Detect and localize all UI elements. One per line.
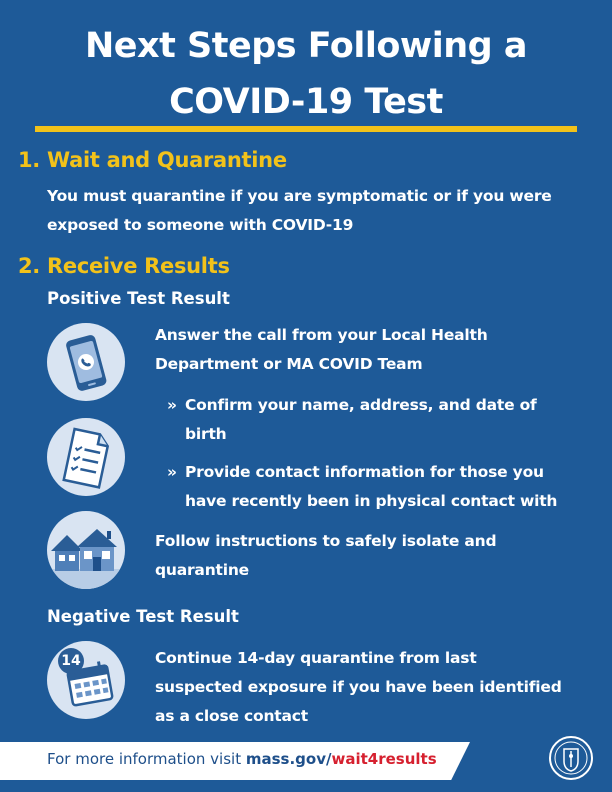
negative-result-subhead: Negative Test Result — [47, 607, 239, 626]
footer-link-domain[interactable]: mass.gov — [245, 750, 326, 768]
positive-result-subhead: Positive Test Result — [47, 289, 230, 308]
title-line-2: COVID-19 Test — [169, 82, 443, 122]
calendar-icon — [47, 641, 125, 719]
negative-step-line-1: Continue 14-day quarantine from last — [155, 649, 477, 667]
bullet-1-line-2: birth — [185, 425, 227, 443]
bullet-confirm-info — [167, 391, 537, 449]
bullet-2-line-1: Provide contact information for those you — [185, 463, 544, 481]
positive-step-1 — [155, 321, 488, 379]
document-checklist-icon — [47, 418, 125, 496]
section-1-body — [47, 182, 552, 240]
footer-info — [47, 750, 437, 768]
section-1-body-line-1: You must quarantine if you are symptomatic or if you were — [47, 187, 552, 205]
phone-icon — [47, 323, 125, 401]
bullet-mark: » — [167, 463, 177, 481]
positive-step-1-line-2: Department or MA COVID Team — [155, 355, 423, 373]
bullet-1-line-1: Confirm your name, address, and date of — [185, 396, 537, 414]
positive-step-2-line-2: quarantine — [155, 561, 249, 579]
title-divider — [35, 126, 577, 132]
footer-link-slash[interactable]: / — [326, 750, 332, 768]
calendar-number: 14 — [61, 653, 81, 669]
section-1-body-line-2: exposed to someone with COVID-19 — [47, 216, 354, 234]
house-icon — [47, 511, 125, 589]
negative-step — [155, 644, 562, 731]
footer-link-path[interactable]: wait4results — [331, 750, 437, 768]
bullet-mark: » — [167, 396, 177, 414]
positive-step-1-line-1: Answer the call from your Local Health — [155, 326, 488, 344]
positive-step-2-line-1: Follow instructions to safely isolate and — [155, 532, 497, 550]
title-line-1: Next Steps Following a — [85, 26, 527, 66]
page-title — [0, 18, 612, 130]
footer-prefix: For more information visit — [47, 750, 246, 768]
negative-step-line-3: as a close contact — [155, 707, 308, 725]
positive-step-2 — [155, 527, 496, 585]
state-seal-icon — [548, 735, 594, 781]
bullet-2-line-2: have recently been in physical contact with — [185, 492, 558, 510]
bullet-provide-contacts — [167, 458, 557, 516]
negative-step-line-2: suspected exposure if you have been identified — [155, 678, 562, 696]
section-2-heading: 2. Receive Results — [18, 254, 230, 278]
section-1-heading: 1. Wait and Quarantine — [18, 148, 287, 172]
